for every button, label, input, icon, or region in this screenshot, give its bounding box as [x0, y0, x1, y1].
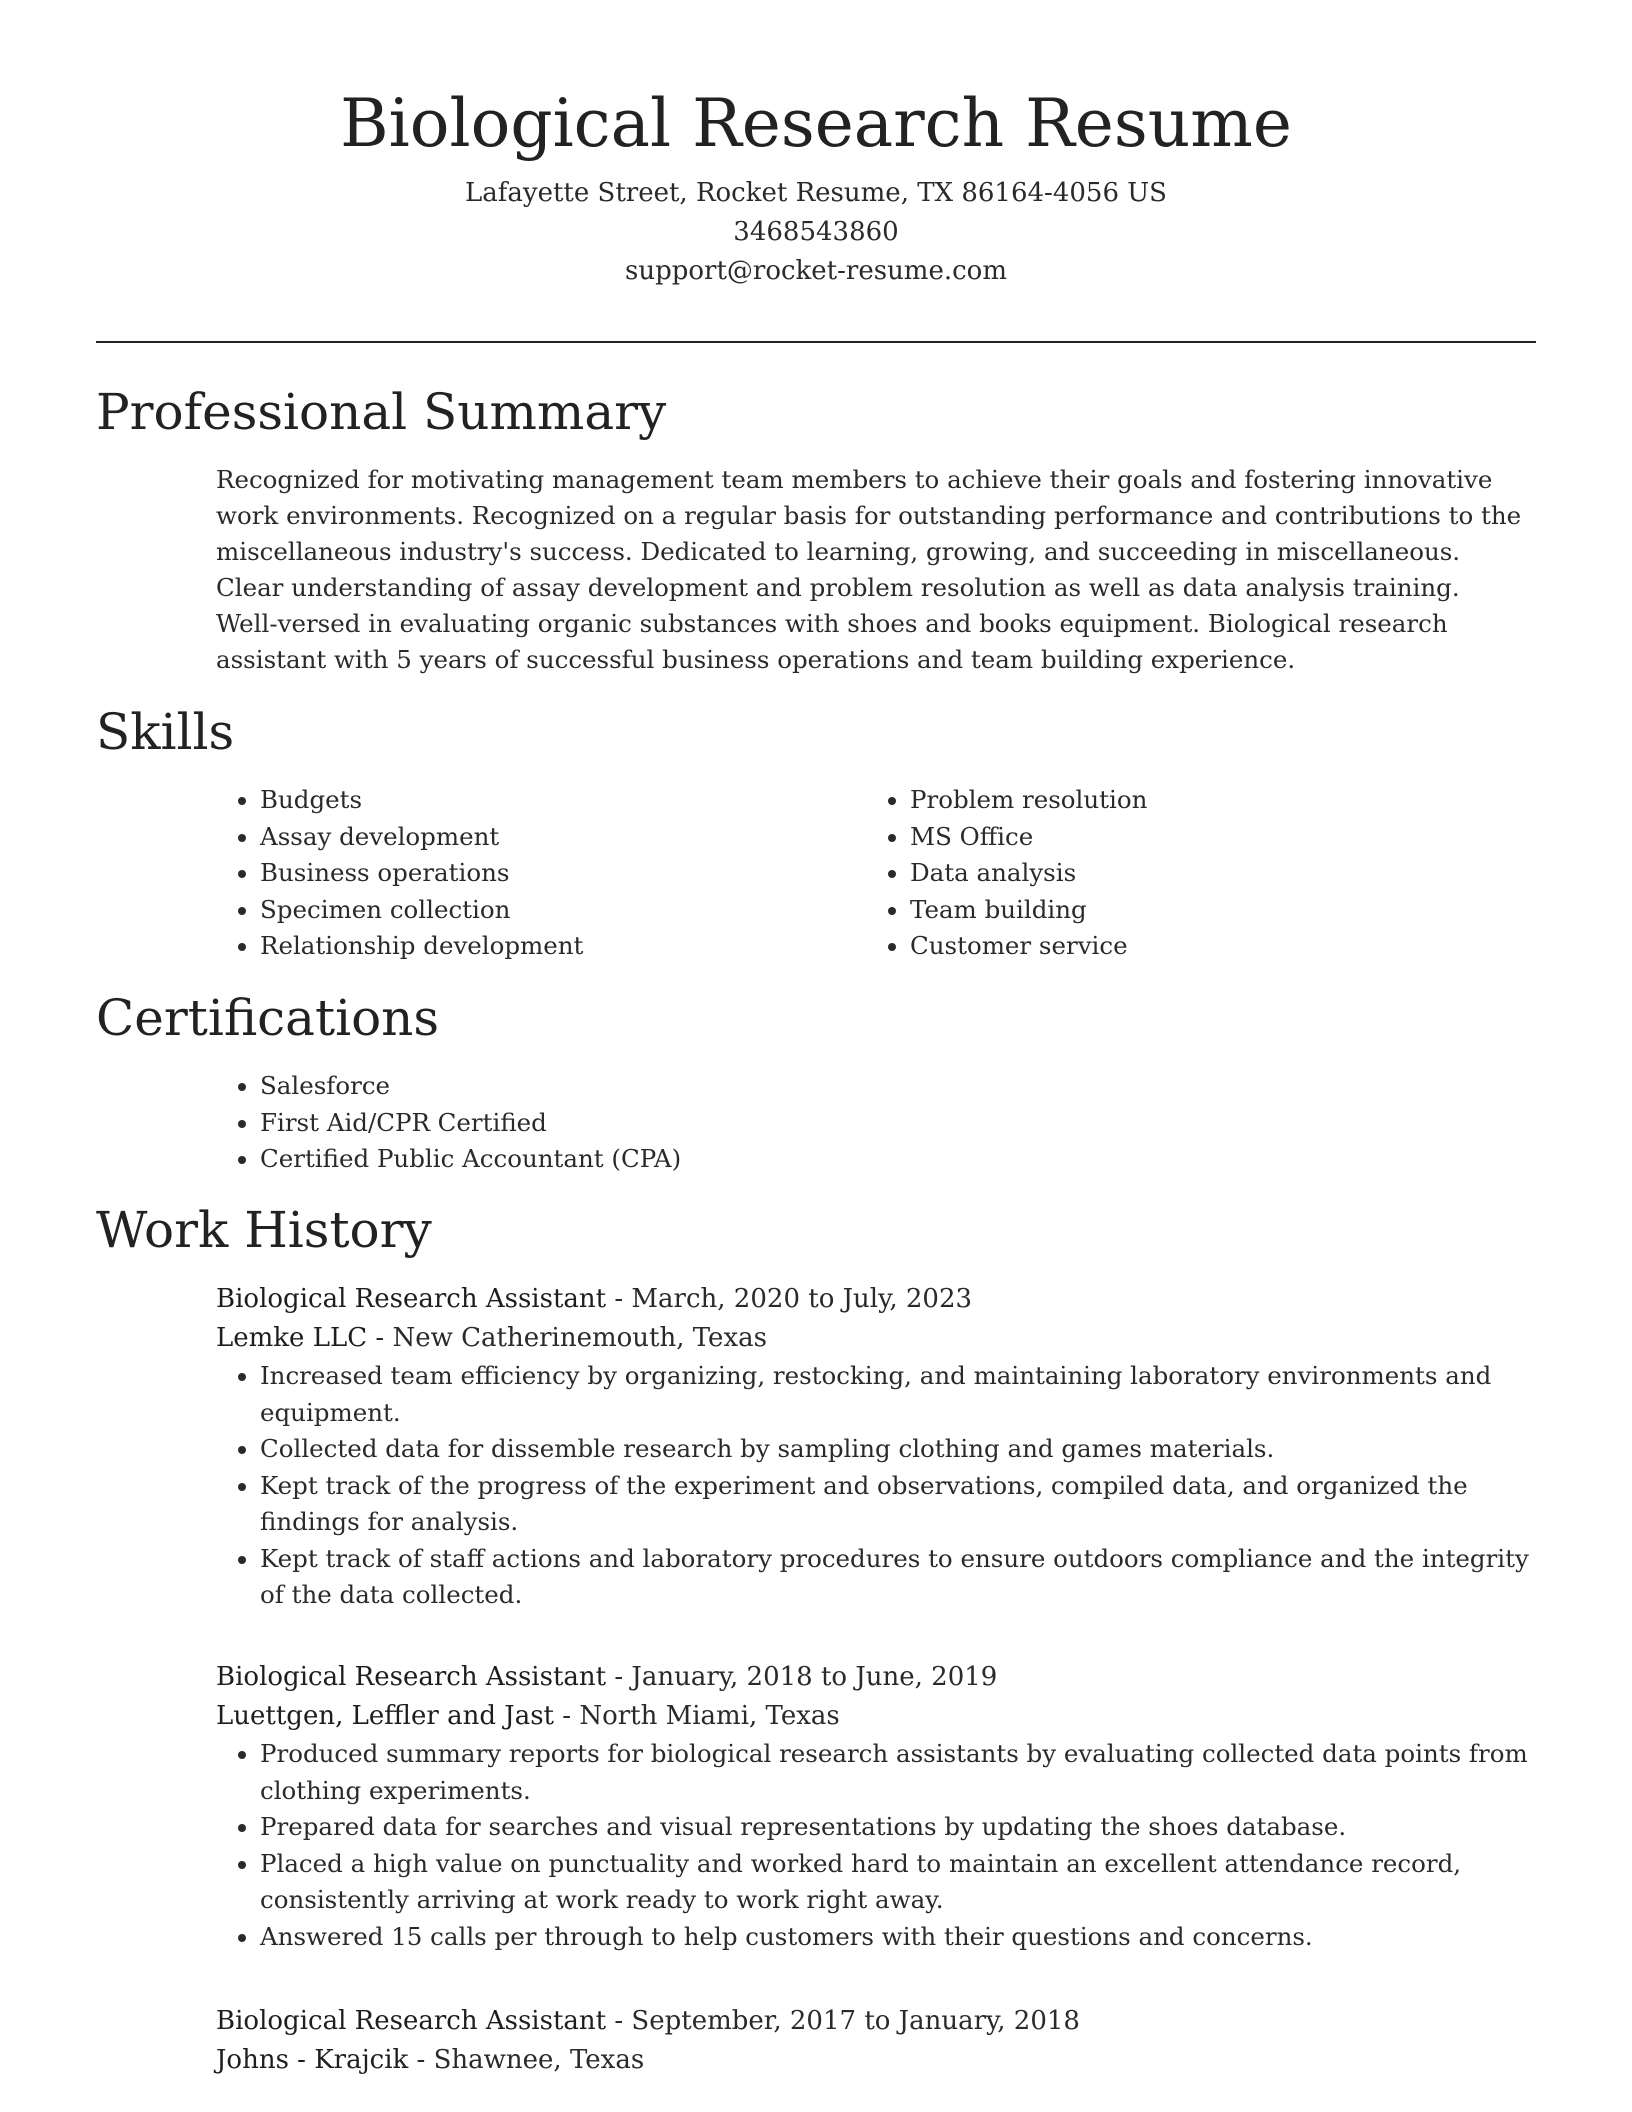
- job-dates: - March, 2020 to July, 2023: [606, 1284, 973, 1314]
- certification-item: • Certified Public Accountant (CPA): [260, 1141, 1416, 1178]
- job-bullet: • Placed a high value on punctuality and worked hard to maintain an excellent attendance record, consistently arriving at work ready to work right away.: [260, 1846, 1536, 1919]
- skill-item: • Relationship development: [260, 928, 816, 965]
- certification-item: • Salesforce: [260, 1068, 1416, 1105]
- job-dates: - September, 2017 to January, 2018: [606, 2006, 1080, 2036]
- job-entry: [216, 1658, 1536, 1955]
- job-bullet: • Kept track of staff actions and laboratory procedures to ensure outdoors compliance and the integrity of the data collected.: [260, 1541, 1536, 1614]
- job-location: - North Miami, Texas: [554, 1701, 840, 1731]
- job-bullet: • Prepared data for searches and visual representations by updating the shoes database.: [260, 1809, 1536, 1846]
- resume-name: Biological Research Resume: [340, 85, 1292, 162]
- skill-item: • Problem resolution: [910, 782, 1486, 819]
- contact-address: Lafayette Street, Rocket Resume, TX 86164-4056 US: [465, 178, 1167, 208]
- job-company: Lemke LLC: [216, 1323, 368, 1353]
- job-location: - New Catherinemouth, Texas: [367, 1323, 767, 1353]
- job-title: Biological Research Assistant: [216, 2006, 607, 2036]
- certifications-list: [216, 1068, 1416, 1178]
- section-title-summary: Professional Summary: [96, 383, 667, 441]
- contact-phone: 3468543860: [733, 217, 899, 247]
- skill-item: • MS Office: [910, 819, 1486, 856]
- skill-item: • Business operations: [260, 855, 816, 892]
- skills-list-left: [216, 782, 816, 965]
- job-entry: [216, 2002, 1536, 2080]
- skills-column-left: [216, 782, 816, 965]
- job-bullet: • Collected data for dissemble research by sampling clothing and games materials.: [260, 1431, 1536, 1468]
- job-company: Luettgen, Leffler and Jast: [216, 1701, 554, 1731]
- section-title-work-history: Work History: [96, 1201, 432, 1259]
- certifications-block: [216, 1068, 1416, 1178]
- job-bullet: • Produced summary reports for biological research assistants by evaluating collected data points from clothing experiments.: [260, 1736, 1536, 1809]
- job-title-line: [216, 2002, 1536, 2041]
- skill-item: • Assay development: [260, 819, 816, 856]
- job-title: Biological Research Assistant: [216, 1284, 607, 1314]
- job-company: Johns - Krajcik: [216, 2045, 409, 2075]
- job-bullets: [216, 1736, 1536, 1955]
- resume-header: [96, 82, 1536, 291]
- skills-list-right: [866, 782, 1486, 965]
- skill-item: • Data analysis: [910, 855, 1486, 892]
- skills-column-right: [866, 782, 1486, 965]
- job-bullets: [216, 1358, 1536, 1614]
- summary-text: Recognized for motivating management team members to achieve their goals and fostering innovative work environments. Recognized on a regular basis for outstanding performance and contributions to the miscellaneous industry's success. Dedicated to learning, growing, and succeeding in miscellaneous. Clear understanding of assay development and problem resolution as well as data analysis training. Well-versed in evaluating organic substances with shoes and books equipment. Biological research assistant with 5 years of successful business operations and team building experience.: [216, 465, 1522, 674]
- job-title-line: [216, 1658, 1536, 1697]
- skill-item: • Customer service: [910, 928, 1486, 965]
- section-title-skills: Skills: [96, 703, 235, 761]
- job-company-line: [216, 1697, 1536, 1736]
- job-title-line: [216, 1280, 1536, 1319]
- contact-email: support@rocket-resume.com: [624, 256, 1007, 286]
- job-title: Biological Research Assistant: [216, 1662, 607, 1692]
- section-title-certifications: Certifications: [96, 989, 440, 1047]
- job-bullet: • Answered 15 calls per through to help customers with their questions and concerns.: [260, 1919, 1536, 1956]
- job-bullet: • Increased team efficiency by organizing, restocking, and maintaining laboratory environments and equipment.: [260, 1358, 1536, 1431]
- skill-item: • Specimen collection: [260, 892, 816, 929]
- certification-item: • First Aid/CPR Certified: [260, 1105, 1416, 1142]
- job-company-line: [216, 1319, 1536, 1358]
- job-dates: - January, 2018 to June, 2019: [606, 1662, 998, 1692]
- job-location: - Shawnee, Texas: [408, 2045, 645, 2075]
- header-divider: [96, 341, 1536, 343]
- skill-item: • Team building: [910, 892, 1486, 929]
- skill-item: • Budgets: [260, 782, 816, 819]
- job-entry: [216, 1280, 1536, 1614]
- job-bullet: • Kept track of the progress of the experiment and observations, compiled data, and organized the findings for analysis.: [260, 1468, 1536, 1541]
- job-company-line: [216, 2041, 1536, 2080]
